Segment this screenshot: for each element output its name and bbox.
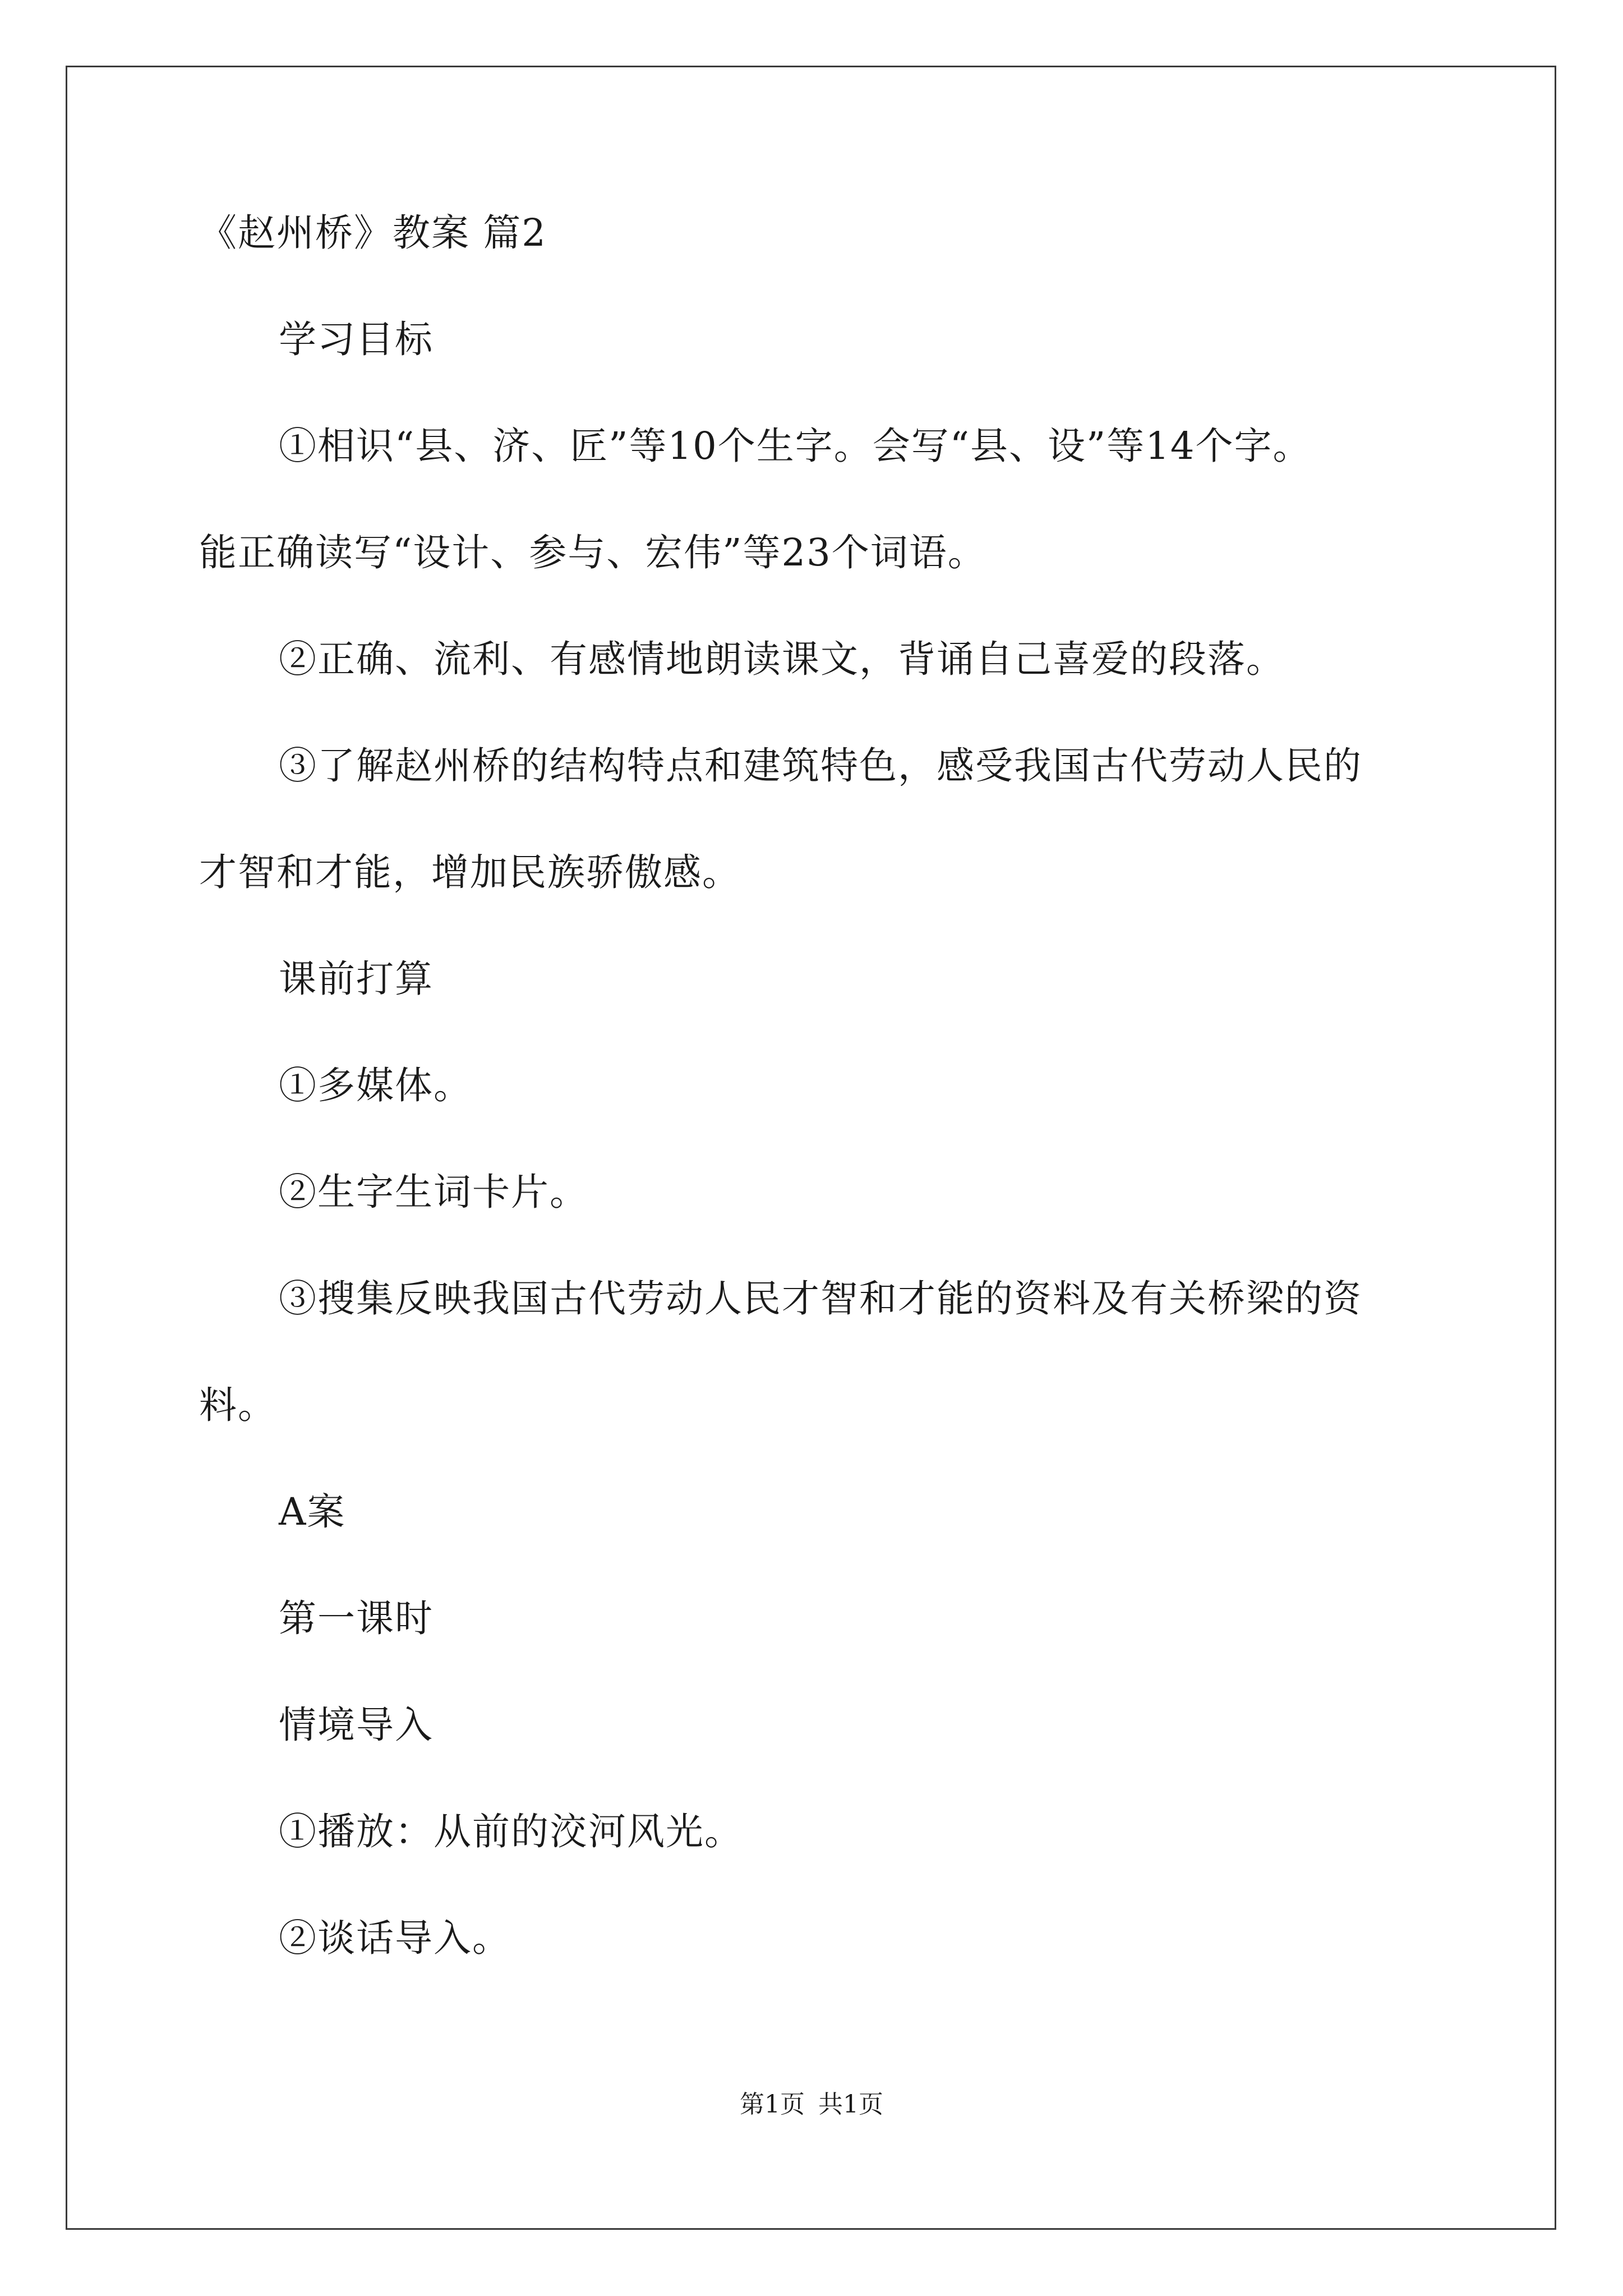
heading-first-lesson: 第一课时 (279, 1596, 434, 1640)
paragraph-goal-3-cont: 才智和才能，增加民族骄傲感。 (199, 850, 741, 894)
paragraph-intro-1: ①播放：从前的洨河风光。 (279, 1810, 743, 1853)
paragraph-prep-1: ①多媒体。 (279, 1064, 472, 1107)
paragraph-goal-1-cont: 能正确读写“设计、参与、宏伟”等23个词语。 (199, 531, 986, 574)
heading-learning-goals: 学习目标 (279, 318, 434, 361)
paragraph-prep-2: ②生字生词卡片。 (279, 1170, 588, 1214)
paragraph-goal-3: ③了解赵州桥的结构特点和建筑特色，感受我国古代劳动人民的 (279, 744, 1362, 788)
paragraph-prep-3-cont: 料。 (199, 1383, 276, 1427)
heading-preparation: 课前打算 (279, 957, 434, 1001)
page-footer (0, 2088, 1623, 2122)
heading-scenario-intro: 情境导入 (279, 1703, 434, 1747)
page-number: 第1页 (740, 2090, 805, 2119)
page-border (66, 66, 1556, 2230)
paragraph-goal-1: ①相识“县、济、匠”等10个生字。会写“县、设”等14个字。 (279, 424, 1312, 468)
document-title: 《赵州桥》教案 篇2 (199, 211, 547, 255)
page-total: 共1页 (818, 2090, 883, 2119)
paragraph-goal-2: ②正确、流利、有感情地朗读课文，背诵自己喜爱的段落。 (279, 637, 1285, 681)
paragraph-intro-2: ②谈话导入。 (279, 1916, 511, 1960)
heading-plan-a: A案 (279, 1490, 346, 1534)
paragraph-prep-3: ③搜集反映我国古代劳动人民才智和才能的资料及有关桥梁的资 (279, 1277, 1362, 1320)
